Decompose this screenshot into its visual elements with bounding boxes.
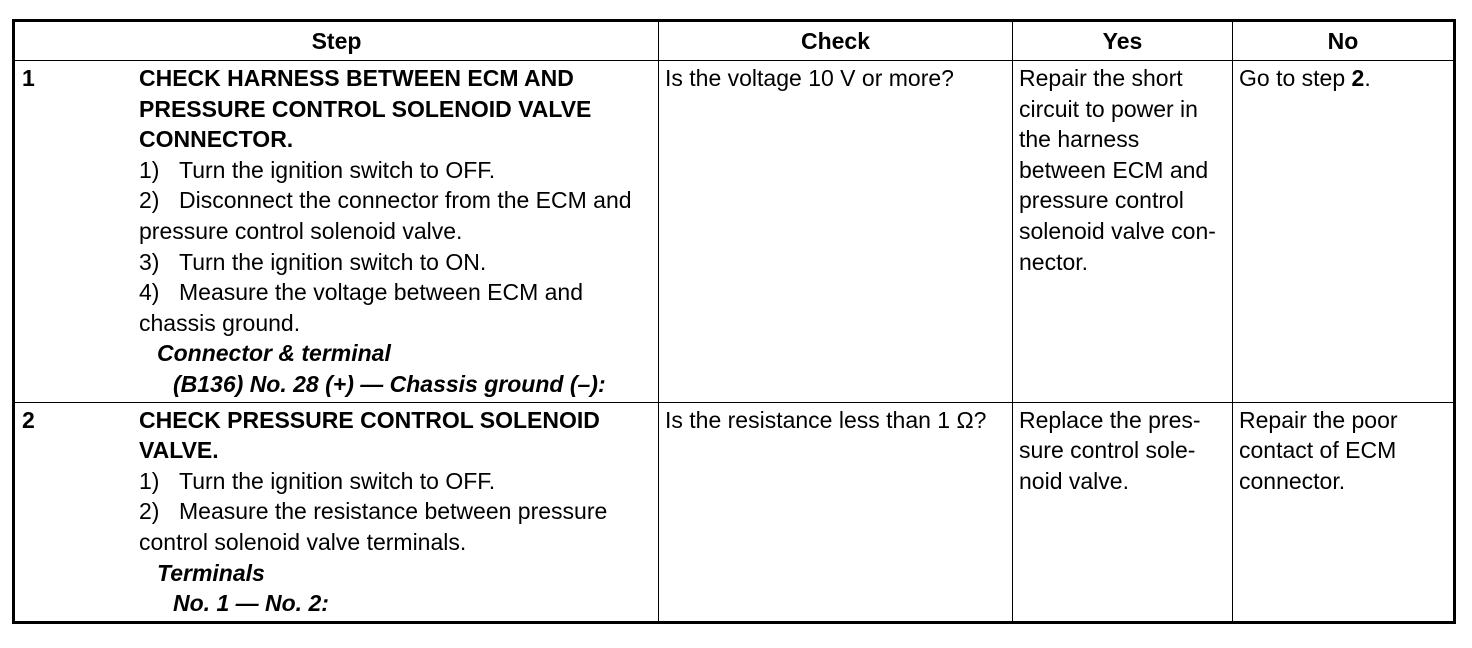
substep (139, 155, 652, 186)
substep-number: 1) (139, 156, 160, 183)
check-cell: Is the resistance less than 1 Ω? (659, 402, 1013, 622)
step-title: CHECK HARNESS BETWEEN ECM AND PRESSURE CONTROL SOLENOID VALVE CONNECTOR. (139, 65, 592, 153)
table-row (14, 402, 1455, 622)
substep-number: 2) (139, 498, 160, 525)
connector-terminal-label: Connector & terminal (157, 340, 391, 367)
check-cell: Is the voltage 10 V or more? (659, 61, 1013, 403)
header-check: Check (659, 21, 1013, 61)
header-row (14, 21, 1455, 61)
table-row (14, 61, 1455, 403)
substep-text: Turn the ignition switch to OFF. (179, 467, 496, 494)
substep (21, 185, 652, 246)
header-yes: Yes (1013, 21, 1233, 61)
substep (139, 496, 652, 557)
step-title: CHECK PRESSURE CONTROL SOLENOID VALVE. (139, 406, 600, 464)
substep-text: Disconnect the connector from the ECM and pressure control solenoid valve. (139, 187, 632, 244)
substep-number: 2) (139, 187, 160, 214)
substep-number: 4) (139, 279, 160, 306)
terminals-label: Terminals (157, 559, 265, 586)
no-cell: Repair the poor contact of ECM connector. (1233, 402, 1455, 622)
step-body (139, 405, 652, 619)
header-no: No (1233, 21, 1455, 61)
substep-text: Measure the resistance between pressure control solenoid valve terminals. (139, 498, 608, 555)
connector-terminal-value: (B136) No. 28 (+) — Chassis ground (–): (173, 370, 606, 397)
diagnostic-table (12, 19, 1456, 624)
substep-text: Turn the ignition switch to OFF. (179, 156, 496, 183)
step-number: 2 (22, 406, 35, 433)
no-text: Go to step (1239, 65, 1352, 91)
substep-number: 3) (139, 248, 160, 275)
substep-text: Measure the voltage between ECM and chassis ground. (139, 279, 584, 336)
substep (139, 247, 652, 278)
step-body (139, 63, 652, 400)
no-cell (1233, 61, 1455, 403)
substep-text: Turn the ignition switch to ON. (179, 248, 487, 275)
step-number: 1 (22, 65, 35, 91)
step-cell (14, 61, 659, 403)
step-link: 2 (1351, 65, 1365, 91)
header-step: Step (14, 21, 659, 61)
substep-number: 1) (139, 467, 160, 494)
yes-cell: Repair the short circuit to power in the harness between ECM and pressure control solenoid valve con-nector. (1013, 61, 1233, 403)
substep (139, 277, 652, 338)
no-text-suffix: . (1364, 65, 1371, 91)
step-cell (14, 402, 659, 622)
yes-cell: Replace the pres-sure control sole-noid valve. (1013, 402, 1233, 622)
substep (139, 466, 652, 497)
terminals-value: No. 1 — No. 2: (173, 590, 329, 617)
